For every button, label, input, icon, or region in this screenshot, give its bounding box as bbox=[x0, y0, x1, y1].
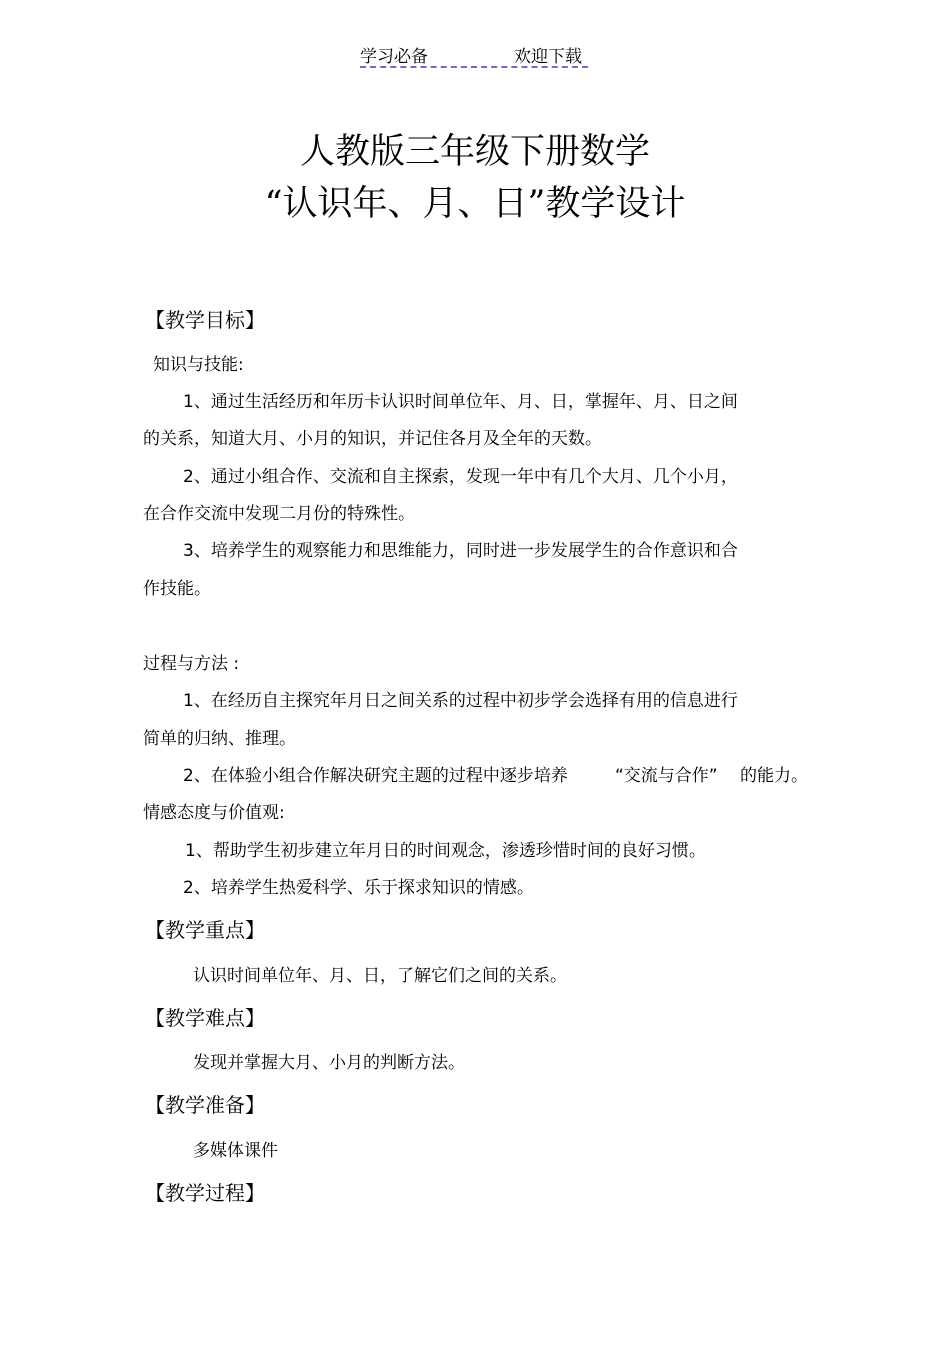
knowledge-item: 作技能。 bbox=[143, 579, 211, 599]
knowledge-item: 的关系，知道大月、小月的知识，并记住各月及全年的天数。 bbox=[143, 429, 602, 449]
header-left-text: 学习必备 bbox=[360, 47, 428, 67]
process-item-quote: “交流与合作” bbox=[615, 766, 718, 786]
process-item: 2、在体验小组合作解决研究主题的过程中逐步培养 bbox=[183, 766, 568, 786]
difficulty-heading: 【教学难点】 bbox=[145, 1006, 265, 1030]
preparation-heading: 【教学准备】 bbox=[145, 1093, 265, 1117]
emotion-item: 1、帮助学生初步建立年月日的时间观念，渗透珍惜时间的良好习惯。 bbox=[185, 841, 706, 861]
key-point-text: 认识时间单位年、月、日，了解它们之间的关系。 bbox=[193, 966, 567, 986]
preparation-text: 多媒体课件 bbox=[193, 1141, 278, 1161]
knowledge-item: 1、通过生活经历和年历卡认识时间单位年、月、日，掌握年、月、日之间 bbox=[183, 392, 738, 412]
document-subtitle: “认识年、月、日”教学设计 bbox=[264, 184, 686, 224]
document-title: 人教版三年级下册数学 bbox=[299, 132, 650, 172]
difficulty-text: 发现并掌握大月、小月的判断方法。 bbox=[193, 1053, 465, 1073]
header-right-text: 欢迎下载 bbox=[514, 47, 582, 67]
emotion-item: 2、培养学生热爱科学、乐于探求知识的情感。 bbox=[183, 878, 534, 898]
knowledge-item: 3、培养学生的观察能力和思维能力，同时进一步发展学生的合作意识和合 bbox=[183, 541, 738, 561]
page-header bbox=[360, 38, 588, 68]
knowledge-item: 在合作交流中发现二月份的特殊性。 bbox=[143, 504, 415, 524]
procedure-heading: 【教学过程】 bbox=[145, 1181, 265, 1205]
process-item-end: 的能力。 bbox=[740, 766, 808, 786]
emotion-label: 情感态度与价值观: bbox=[143, 803, 285, 823]
key-point-heading: 【教学重点】 bbox=[145, 918, 265, 942]
process-item: 1、在经历自主探究年月日之间关系的过程中初步学会选择有用的信息进行 bbox=[183, 691, 738, 711]
objectives-heading: 【教学目标】 bbox=[145, 308, 265, 332]
process-item: 简单的归纳、推理。 bbox=[143, 729, 296, 749]
knowledge-label: 知识与技能: bbox=[153, 355, 244, 375]
process-label: 过程与方法 : bbox=[143, 654, 240, 674]
knowledge-item: 2、通过小组合作、交流和自主探索，发现一年中有几个大月、几个小月， bbox=[183, 467, 738, 487]
